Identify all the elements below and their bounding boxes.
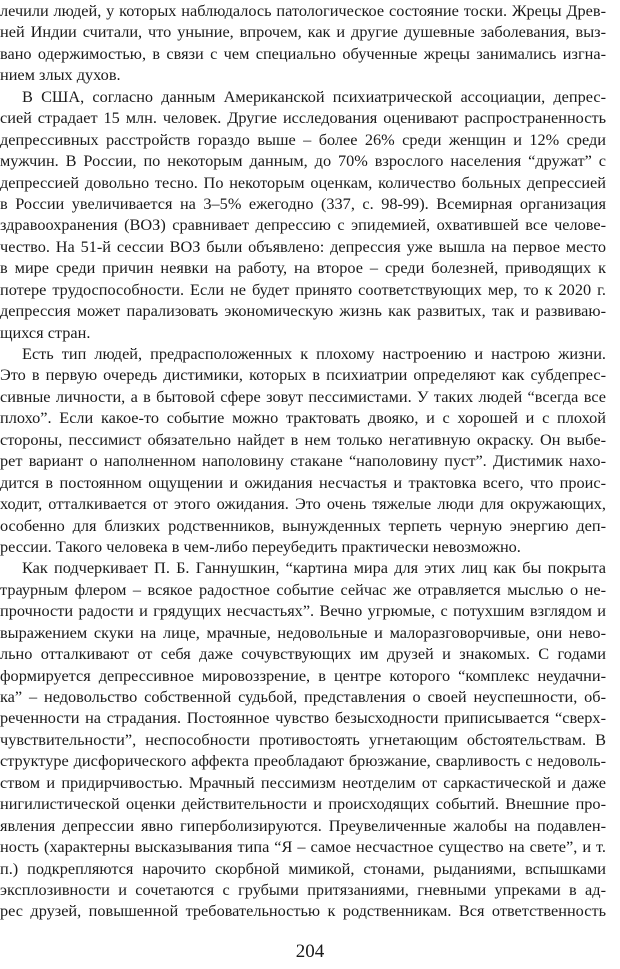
text-line: стороны, пессимист обязательно найдет в нем только негативную окраску. Он выбе- [0,429,606,449]
text-line: чувствительности”, неспособности противостоять угнетающим обстоятельствам. В [0,729,606,749]
text-line: Как подчеркивает П. Б. Ганнушкин, “картина мира для этих лиц как бы покрыта [22,558,606,578]
text-line: депрессивных расстройств гораздо выше – более 26% среди женщин и 12% среди [0,129,606,149]
text-line: явления депрессии явно гиперболизируются. Преувеличенные жалобы на подавлен- [0,815,606,835]
text-line: депрессия может парализовать экономическую жизнь как развитых, так и развиваю- [0,301,606,321]
text-line: мужчин. В России, по некоторым данным, до 70% взрослого населения “дружат” с [0,151,606,171]
text-line: лечили людей, у которых наблюдалось патологическое состояние тоски. Жрецы Древ- [0,1,606,20]
text-line: льно отталкивают от себя даже сочувствующих им друзей и знакомых. С годами [0,644,606,664]
text-line: плохо”. Если какое-то событие можно трактовать двояко, и с хорошей и с плохой [0,408,606,428]
text-line: ка” – недовольство собственной судьбой, представления о своей неуспешности, об- [0,687,606,706]
text-line: сией страдает 15 млн. человек. Другие исследования оценивают распространенность [0,108,606,128]
text-line: здравоохранения (ВОЗ) сравнивает депрессию с эпидемией, охватившей все челове- [0,215,606,235]
text-line: ходит, отталкивается от этого ожидания. Это очень тяжелые люди для окружающих, [0,494,606,514]
text-line: особенно для близких родственников, вынужденных терпеть черную энергию деп- [0,515,606,535]
text-line: вано одержимостью, в связи с чем специально обученные жрецы занимались изгна- [0,43,606,63]
text-line: ней Индии считали, что уныние, впрочем, как и другие душевные заболевания, выз- [0,22,606,42]
text-line: потере трудоспособности. Если не будет принято соответствующих мер, то к 2020 г. [0,279,606,299]
text-line: Есть тип людей, предрасположенных к плохому настроению и настрою жизни. [22,344,606,363]
text-line: рет вариант о наполненном наполовину стакане “наполовину пуст”. Дистимик нахо- [0,451,606,471]
text-line: Это в первую очередь дистимики, которых в психиатрии определяют как субдепрес- [0,365,606,385]
text-line: в России увеличивается на 3–5% ежегодно (337, с. 98-99). Всемирная организация [0,193,606,213]
text-line: траурным флером – всякое радостное событие сейчас же отравляется мыслью о не- [0,579,606,599]
text-line: рессии. Такого человека в чем-либо переубедить практически невозможно. [0,536,521,556]
page-number: 204 [295,941,325,962]
text-line: сивные личности, а в бытовой сфере зовут пессимистами. У таких людей “всегда все [0,386,606,406]
text-line: нигилистической оценки действительности и происходящих событий. Внешние про- [0,794,606,814]
text-line: ством и придирчивостью. Мрачный пессимизм неотделим от саркастической и даже [0,772,606,792]
text-line: В США, согласно данным Американской психиатрической ассоциации, депрес- [22,86,606,106]
text-line: прочности радости и грядущих несчастьях”. Вечно угрюмые, с потухшим взглядом и [0,601,606,621]
text-line: структуре дисфорического аффекта преобладают брюзжание, сварливость с недоволь- [0,751,606,771]
text-line: чество. На 51-й сессии ВОЗ были объявлено: депрессия уже вышла на первое место [0,236,606,256]
text-line: выражением скуки на лице, мрачные, недовольные и малоразговорчивые, они нево- [0,622,606,642]
text-line: нием злых духов. [0,65,121,85]
text-line: в мире среди причин неявки на работу, на второе – среди болезней, приводящих к [0,258,606,278]
text-line: щихся стран. [0,322,91,342]
text-line: п.) подкрепляются нарочито скорбной мимикой, стонами, рыданиями, вспышками [0,858,606,878]
text-line: реченности на страдания. Постоянное чувство безысходности приписывается “сверх- [0,708,606,728]
text-line: формируется депрессивное мировоззрение, в центре которого “комплекс неудачни- [0,665,606,685]
text-line: рес друзей, повышенной требовательностью к родственникам. Вся ответственность [0,901,606,921]
text-line: депрессией довольно тесно. По некоторым оценкам, количество больных депрессией [0,172,606,192]
text-line: дится в постоянном ощущении и ожидания несчастья и трактовка всего, что проис- [0,472,606,492]
text-line: эксплозивности и сочетаются с грубыми притязаниями, гневными упреками в ад- [0,879,606,899]
text-line: ность (характерны высказывания типа “Я – самое несчастное существо на свете”, и т. [0,837,606,857]
